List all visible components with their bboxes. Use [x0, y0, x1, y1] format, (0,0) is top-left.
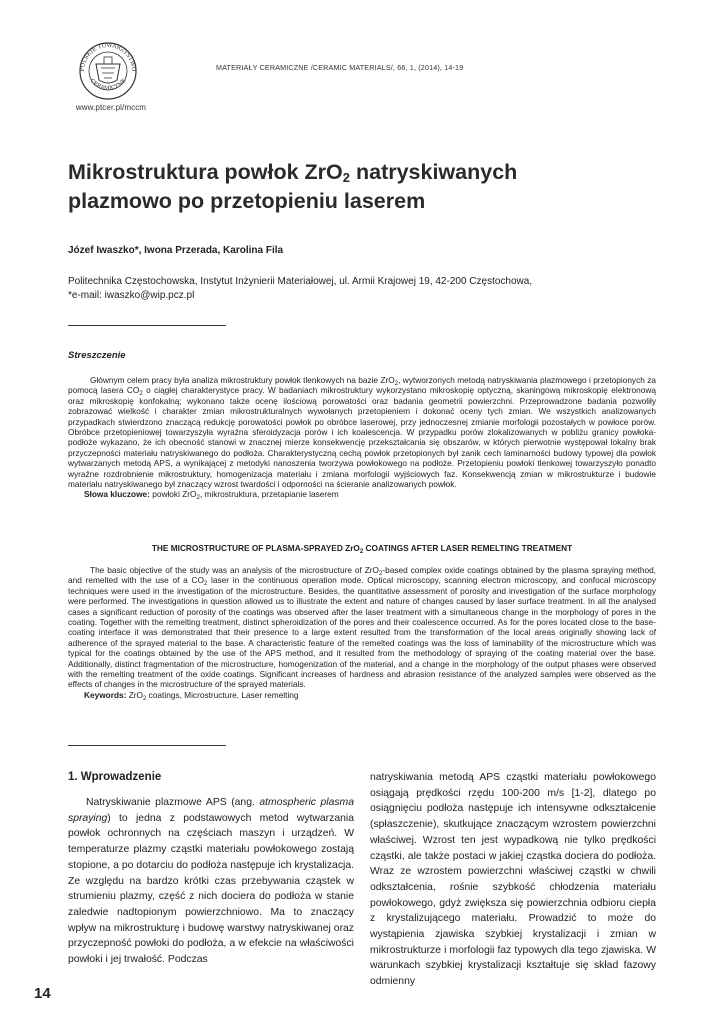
body-column-right	[370, 770, 656, 990]
keywords-pl: Słowa kluczowe: powłoki ZrO$_2$, mikrostruktura, przetapianie laserem	[84, 489, 339, 502]
keywords-en: Keywords: ZrO$_2$ coatings, Microstructure, Laser remelting	[84, 689, 299, 702]
divider	[68, 745, 226, 746]
abstract-pl	[68, 375, 656, 500]
logo-url[interactable]: www.ptcer.pl/mccm	[75, 103, 147, 112]
authors: Józef Iwaszko*, Iwona Przerada, Karolina Fila	[68, 245, 284, 256]
svg-text:CERAMICZNE	[88, 78, 127, 92]
page-number: 14	[34, 985, 51, 1002]
abstract-pl-text: Głównym celem pracy była analiza mikrostruktury powłok tlenkowych na bazie ZrO$_2$, wytworzonych metodą natryskiwania plazmowego i przetopionych za pomocą lasera $CO_2$ o ciągłej charakterystyce pracy. W badaniach mikrostruktury wykorzystano mikroskopię optyczną, skaningową mikroskopię elektronową oraz mikroskopię konfokalną; wykonano także ocenę ilościową porowatości oraz badania geometrii powierzchni. Przeprowadzone badania pozwoliły zobrazować wielkość i charakter zmian mikrostrukturalnych wywołanych przetopieniem i dokonać oceny tych zmian. We wszystkich analizowanych przypadkach stwierdzono znaczącą redukcję porowatości powłok po obróbce laserowej, przy jednoczesnej zmianie morfologii pozostałych w powłoce porów. Obróbce przetopieniowej towarzyszyła wyraźna sferoidyzacja porów i ich koalescencja. W przypadku porów zlokalizowanych w pobliżu granicy powłoka-podłoże wykazano, że ich obecność stanowi w znacznej mierze konsekwencję przekształcania się obszarów, w których pierwotnie występował lokalny brak przyczepności materiału natryskiwanego do podłoża. Charakterystyczną cechą powłok przetopionych był zanik cech laminarności budowy typowej dla powłok wytwarzanych metodą APS, a wynikającej z metodyki nanoszenia tworzywa powłokowego na podłoże. Przetopieniu powłoki tlenkowej towarzyszyło ponadto wyraźne rozdrobnienie mikrostruktury, homogenizacja materiału i zmiana morfologii wyjściowych faz. Konsekwencją zmian w mikrostrukturze i budowie materiału natryskiwanego był znaczący wzrost twardości i odporności na ścieranie analizowanych powłok.	[68, 375, 657, 490]
contact-email: *e-mail: iwaszko@wip.pcz.pl	[68, 290, 195, 301]
english-title: THE MICROSTRUCTURE OF PLASMA-SPRAYED ZrO$_2$ COATINGS AFTER LASER REMELTING TREATMENT	[151, 543, 573, 555]
affiliation-address: Politechnika Częstochowska, Instytut Inżynierii Materiałowej, ul. Armii Krajowej 19, 42-200 Częstochowa,	[68, 276, 533, 287]
journal-citation: MATERIAŁY CERAMICZNE /CERAMIC MATERIALS/, 66, 1, (2014), 14-19	[216, 63, 464, 72]
article-title: Mikrostruktura powłok ZrO$_2$ natryskiwanych plazmowo po przetopieniu laserem	[68, 160, 518, 213]
abstract-en	[68, 565, 656, 700]
abstract-en-text: The basic objective of the study was an analysis of the microstructure of ZrO$_2$-based complex oxide coatings obtained by the plasma spraying method, and remelted with the use of a $CO_2$ laser in the continuous operation mode. Optical microscopy, scanning electron microscopy, and confocal microscopy techniques were used in the investigation of the microstructure. Besides, the quantitative assessment of porosity and investigation of the surface morphology were performed. The investigations in question allowed us to illustrate the extent and nature of changes caused by laser surface treatment. In all the analysed cases a significant reduction of porosity of the coatings was observed after the laser treatment with a simultaneous change in the morphology of pores in the coating. Together with the remelting treatment, distinct spheroidization of the pores and their coalescence occurred. As for the pores located close to the base-coating interface it was demonstrated that their presence to a large extent resulted from the transformation of the local areas originally showing lack of adherence of the sprayed material to the base. A characteristic feature of the remelted coatings was the loss of laminability of the microstructure which was typical for the coatings obtained by the use of the APS method, and it resulted from the methodology of spraying of the coating material over the base. Additionally, distinct fragmentation of the microstructure, homogenization of the material, and a change in the morphology of the output phases were observed with the remelting treatment of the oxide coatings. Significant increases of hardness and abrasion resistance of the analyzed samples were observed as the effects of changes in the microstructure of the sprayed materials.	[68, 565, 657, 690]
divider	[68, 325, 226, 326]
body-paragraph: natryskiwania metodą APS cząstki materiału powłokowego osiągają prędkości rzędu 100-200 m/s [1-2], dlatego po osiągnięciu podłoża następuje ich intensywne odkształcenie (spłaszczenie), skutkujące znaczącym wzrostem powierzchni właściwej. Wzrost ten jest wypadkową nie tylko prędkości cząstki, ale także postaci w jakiej cząstka dociera do podłoża. Wraz ze wzrostem powierzchni właściwej cząstki w chwili odkształcenia, rośnie szybkość chłodzenia materiału powłokowego, gdyż zwiększa się powierzchnia odbioru ciepła z krystalizującego materiału. Prowadzić to może do wystąpienia zjawiska szybkiej krystalizacji i zmian w mikrostrukturze i morfologii faz typowych dla tego zjawiska. W warunkach szybkiej krystalizacji kształtuje się skład fazowy odmienny	[370, 772, 656, 988]
logo-text-bottom: CERAMICZNE	[88, 78, 128, 92]
body-paragraph: Natryskiwanie plazmowe APS (ang. atmospheric plasma spraying) to jedna z podstawowych metod wytwarzania powłok ochronnych na częściach maszyn i urządzeń. W temperaturze plazmy cząstki materiału powłokowego zostają stopione, a po dotarciu do podłoża następuje ich krystalizacja. Ze względu na bardzo krótki czas przebywania cząstek w strumieniu plazmy, część z nich dociera do podłoża w stanie zaledwie nadtopionym powierzchniowo. Ma to znaczący wpływ na mikrostrukturę i budowę warstwy natryskiwanej oraz przyczepność powłoki do podłoża, a w efekcie na właściwości powłoki i jej trwałość. Podczas	[68, 797, 354, 966]
society-seal-logo	[74, 40, 142, 102]
logo-text-top: POLSKIE TOWARZYSTWO	[79, 42, 137, 72]
body-column-left	[68, 770, 354, 968]
affiliation	[68, 275, 648, 303]
abstract-heading: Streszczenie	[68, 350, 126, 361]
section-heading: 1. Wprowadzenie	[68, 771, 162, 783]
